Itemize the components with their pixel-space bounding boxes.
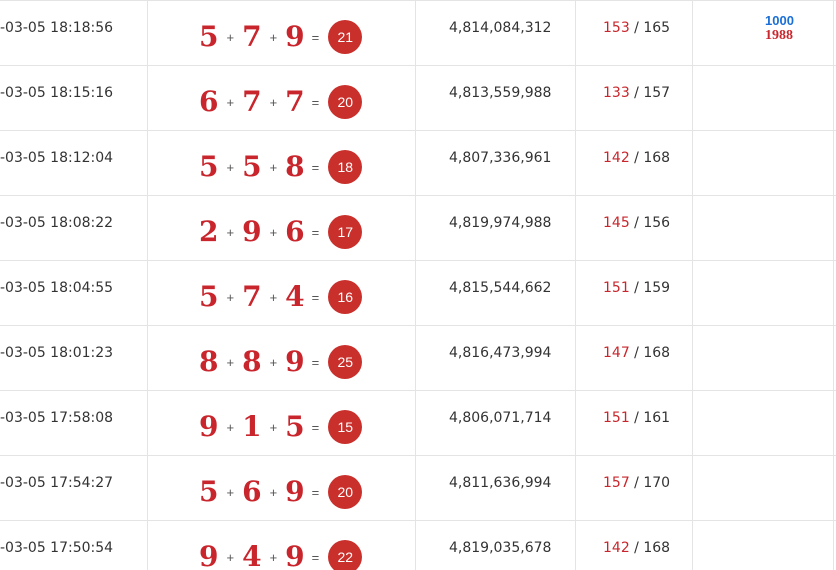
result-digit-1: 5 bbox=[199, 475, 219, 508]
count-ratio bbox=[603, 85, 670, 101]
plus-sign: + bbox=[269, 289, 278, 305]
sum-ball: 17 bbox=[328, 215, 362, 249]
extra-cell bbox=[693, 196, 834, 260]
count-total: 161 bbox=[643, 410, 671, 426]
result-digit-2: 7 bbox=[242, 85, 262, 118]
draw-time: -03-05 17:54:27 bbox=[0, 475, 114, 491]
extra-cell bbox=[693, 261, 834, 325]
result-formula bbox=[199, 83, 362, 121]
count-ratio bbox=[603, 410, 670, 426]
count-ratio bbox=[603, 20, 670, 36]
time-cell bbox=[0, 66, 148, 130]
result-digit-2: 9 bbox=[242, 215, 262, 248]
seed-cell bbox=[416, 391, 576, 455]
time-cell bbox=[0, 131, 148, 195]
table-row bbox=[0, 1, 836, 66]
draw-seed-number: 4,811,636,994 bbox=[449, 475, 552, 491]
plus-sign: + bbox=[269, 224, 278, 240]
result-digit-2: 8 bbox=[242, 345, 262, 378]
extra-top-link[interactable]: 1000 bbox=[765, 13, 794, 28]
result-digit-1: 8 bbox=[199, 345, 219, 378]
seed-cell bbox=[416, 326, 576, 390]
count-ratio bbox=[603, 475, 670, 491]
result-digit-1: 5 bbox=[199, 20, 219, 53]
count-separator: / bbox=[629, 540, 644, 556]
count-cell bbox=[576, 66, 693, 130]
count-hit: 151 bbox=[603, 280, 630, 296]
equals-sign: = bbox=[311, 94, 320, 110]
result-formula bbox=[199, 18, 362, 56]
count-total: 165 bbox=[643, 20, 671, 36]
result-cell bbox=[148, 261, 416, 325]
result-cell bbox=[148, 391, 416, 455]
equals-sign: = bbox=[311, 549, 320, 565]
time-cell bbox=[0, 196, 148, 260]
result-digit-2: 5 bbox=[242, 150, 262, 183]
result-cell bbox=[148, 456, 416, 520]
result-digit-3: 9 bbox=[285, 20, 305, 53]
plus-sign: + bbox=[226, 354, 235, 370]
result-digit-1: 5 bbox=[199, 280, 219, 313]
draw-seed-number: 4,816,473,994 bbox=[449, 345, 552, 361]
count-hit: 133 bbox=[603, 85, 630, 101]
equals-sign: = bbox=[311, 289, 320, 305]
result-digit-2: 4 bbox=[242, 540, 262, 570]
count-cell bbox=[576, 456, 693, 520]
count-total: 156 bbox=[643, 215, 671, 231]
count-hit: 151 bbox=[603, 410, 630, 426]
extra-cell bbox=[693, 326, 834, 390]
sum-ball: 18 bbox=[328, 150, 362, 184]
count-separator: / bbox=[629, 280, 644, 296]
count-ratio bbox=[603, 215, 670, 231]
result-digit-3: 9 bbox=[285, 345, 305, 378]
plus-sign: + bbox=[226, 94, 235, 110]
result-digit-3: 9 bbox=[285, 540, 305, 570]
time-cell bbox=[0, 521, 148, 570]
draw-time: -03-05 18:15:16 bbox=[0, 85, 114, 101]
seed-cell bbox=[416, 261, 576, 325]
results-table-body bbox=[0, 1, 836, 570]
result-digit-3: 7 bbox=[285, 85, 305, 118]
table-row bbox=[0, 196, 836, 261]
result-digit-2: 6 bbox=[242, 475, 262, 508]
result-digit-1: 5 bbox=[199, 150, 219, 183]
table-row bbox=[0, 261, 836, 326]
count-cell bbox=[576, 326, 693, 390]
extra-cell bbox=[693, 391, 834, 455]
result-digit-1: 9 bbox=[199, 410, 219, 443]
count-hit: 157 bbox=[603, 475, 630, 491]
equals-sign: = bbox=[311, 419, 320, 435]
sum-ball: 16 bbox=[328, 280, 362, 314]
result-cell bbox=[148, 521, 416, 570]
sum-ball: 21 bbox=[328, 20, 362, 54]
sum-ball: 25 bbox=[328, 345, 362, 379]
draw-time: -03-05 18:08:22 bbox=[0, 215, 114, 231]
table-row bbox=[0, 391, 836, 456]
count-cell bbox=[576, 391, 693, 455]
count-total: 168 bbox=[643, 150, 671, 166]
count-cell bbox=[576, 1, 693, 65]
time-cell bbox=[0, 1, 148, 65]
draw-time: -03-05 17:58:08 bbox=[0, 410, 114, 426]
count-separator: / bbox=[629, 410, 644, 426]
result-digit-2: 7 bbox=[242, 280, 262, 313]
plus-sign: + bbox=[226, 289, 235, 305]
result-digit-1: 2 bbox=[199, 215, 219, 248]
draw-time: -03-05 18:01:23 bbox=[0, 345, 114, 361]
equals-sign: = bbox=[311, 224, 320, 240]
time-cell bbox=[0, 456, 148, 520]
extra-cell bbox=[693, 1, 834, 65]
plus-sign: + bbox=[269, 484, 278, 500]
equals-sign: = bbox=[311, 484, 320, 500]
count-total: 157 bbox=[643, 85, 671, 101]
plus-sign: + bbox=[269, 159, 278, 175]
result-digit-3: 5 bbox=[285, 410, 305, 443]
count-total: 170 bbox=[643, 475, 671, 491]
count-total: 159 bbox=[643, 280, 671, 296]
result-digit-1: 6 bbox=[199, 85, 219, 118]
result-cell bbox=[148, 326, 416, 390]
plus-sign: + bbox=[269, 29, 278, 45]
seed-cell bbox=[416, 196, 576, 260]
count-ratio bbox=[603, 280, 670, 296]
count-ratio bbox=[603, 345, 670, 361]
sum-ball: 22 bbox=[328, 540, 362, 570]
sum-ball: 20 bbox=[328, 85, 362, 119]
result-digit-2: 7 bbox=[242, 20, 262, 53]
draw-time: -03-05 17:50:54 bbox=[0, 540, 114, 556]
result-formula bbox=[199, 538, 362, 570]
count-ratio bbox=[603, 540, 670, 556]
seed-cell bbox=[416, 1, 576, 65]
plus-sign: + bbox=[226, 419, 235, 435]
result-formula bbox=[199, 343, 362, 381]
draw-seed-number: 4,815,544,662 bbox=[449, 280, 552, 296]
extra-cell bbox=[693, 131, 834, 195]
plus-sign: + bbox=[269, 549, 278, 565]
table-row bbox=[0, 521, 836, 570]
plus-sign: + bbox=[269, 94, 278, 110]
seed-cell bbox=[416, 521, 576, 570]
count-separator: / bbox=[629, 20, 644, 36]
result-cell bbox=[148, 66, 416, 130]
extra-cell bbox=[693, 521, 834, 570]
result-formula bbox=[199, 408, 362, 446]
result-digit-3: 8 bbox=[285, 150, 305, 183]
extra-bottom-value: 1988 bbox=[765, 28, 793, 43]
seed-cell bbox=[416, 456, 576, 520]
count-separator: / bbox=[629, 345, 644, 361]
draw-seed-number: 4,819,035,678 bbox=[449, 540, 552, 556]
sum-ball: 15 bbox=[328, 410, 362, 444]
count-cell bbox=[576, 196, 693, 260]
count-hit: 142 bbox=[603, 540, 630, 556]
equals-sign: = bbox=[311, 354, 320, 370]
result-cell bbox=[148, 131, 416, 195]
draw-seed-number: 4,807,336,961 bbox=[449, 150, 552, 166]
plus-sign: + bbox=[226, 484, 235, 500]
result-formula bbox=[199, 278, 362, 316]
count-separator: / bbox=[629, 475, 644, 491]
plus-sign: + bbox=[226, 29, 235, 45]
result-digit-3: 9 bbox=[285, 475, 305, 508]
draw-time: -03-05 18:04:55 bbox=[0, 280, 114, 296]
time-cell bbox=[0, 391, 148, 455]
result-formula bbox=[199, 473, 362, 511]
table-row bbox=[0, 326, 836, 391]
result-digit-1: 9 bbox=[199, 540, 219, 570]
draw-seed-number: 4,814,084,312 bbox=[449, 20, 552, 36]
result-cell bbox=[148, 1, 416, 65]
result-formula bbox=[199, 213, 362, 251]
extra-cell bbox=[693, 66, 834, 130]
count-separator: / bbox=[629, 215, 644, 231]
result-digit-3: 4 bbox=[285, 280, 305, 313]
time-cell bbox=[0, 326, 148, 390]
table-row bbox=[0, 131, 836, 196]
count-ratio bbox=[603, 150, 670, 166]
draw-seed-number: 4,806,071,714 bbox=[449, 410, 552, 426]
table-row bbox=[0, 456, 836, 521]
count-separator: / bbox=[629, 150, 644, 166]
plus-sign: + bbox=[226, 159, 235, 175]
seed-cell bbox=[416, 131, 576, 195]
extra-cell bbox=[693, 456, 834, 520]
count-total: 168 bbox=[643, 540, 671, 556]
plus-sign: + bbox=[226, 224, 235, 240]
count-cell bbox=[576, 131, 693, 195]
count-cell bbox=[576, 521, 693, 570]
draw-time: -03-05 18:12:04 bbox=[0, 150, 114, 166]
count-total: 168 bbox=[643, 345, 671, 361]
sum-ball: 20 bbox=[328, 475, 362, 509]
count-separator: / bbox=[629, 85, 644, 101]
result-cell bbox=[148, 196, 416, 260]
seed-cell bbox=[416, 66, 576, 130]
draw-seed-number: 4,819,974,988 bbox=[449, 215, 552, 231]
count-hit: 153 bbox=[603, 20, 630, 36]
time-cell bbox=[0, 261, 148, 325]
draw-seed-number: 4,813,559,988 bbox=[449, 85, 552, 101]
plus-sign: + bbox=[269, 354, 278, 370]
draw-time: -03-05 18:18:56 bbox=[0, 20, 114, 36]
result-formula bbox=[199, 148, 362, 186]
count-hit: 147 bbox=[603, 345, 630, 361]
result-digit-3: 6 bbox=[285, 215, 305, 248]
count-cell bbox=[576, 261, 693, 325]
count-hit: 142 bbox=[603, 150, 630, 166]
plus-sign: + bbox=[269, 419, 278, 435]
count-hit: 145 bbox=[603, 215, 630, 231]
equals-sign: = bbox=[311, 29, 320, 45]
table-row bbox=[0, 66, 836, 131]
equals-sign: = bbox=[311, 159, 320, 175]
plus-sign: + bbox=[226, 549, 235, 565]
result-digit-2: 1 bbox=[242, 410, 262, 443]
